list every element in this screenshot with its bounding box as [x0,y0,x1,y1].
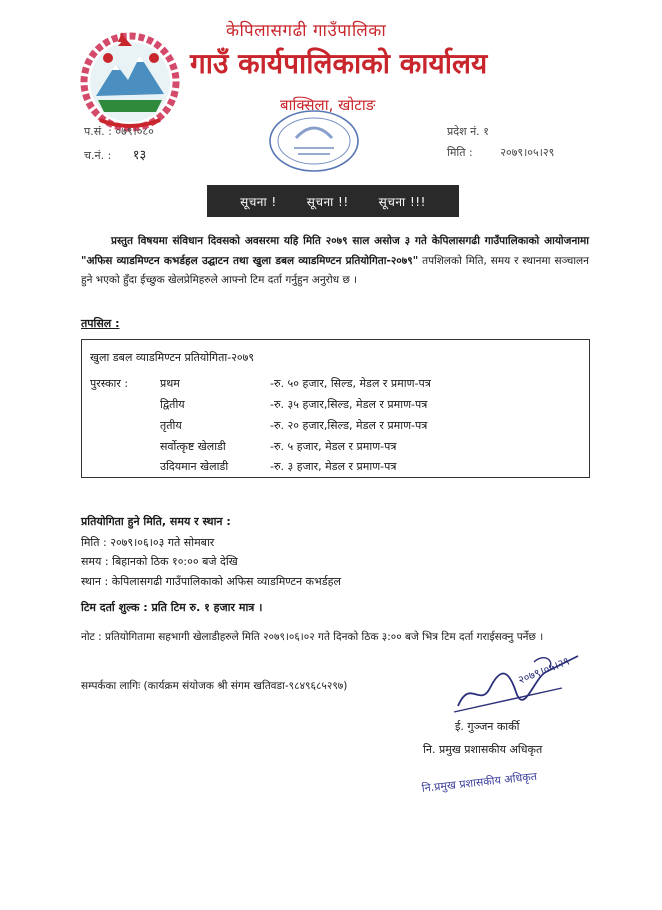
ps-number [84,124,154,139]
designation-stamp: नि.प्रमुख प्रशासकीय अधिकृत [421,769,538,795]
prize-label: पुरस्कार : [90,377,129,390]
prize-position: द्वितीय [160,398,185,411]
note: नोट : प्रतियोगितामा सहभागी खेलाडीहरुले मिति २०७९।०६।०२ गते दिनको ठिक ३:०० बजे भित्र टिम दर्ता गराईसक्नु पर्नेछ । [81,631,544,643]
municipality-name: केपिलासगढी गाउँपालिका [226,21,387,41]
prize-row [160,376,580,391]
banner-notice-2: सूचना !! [306,194,349,209]
province-number [447,124,489,139]
prize-row [160,459,580,474]
prize-position: तृतीय [160,419,182,432]
registration-fee: टिम दर्ता शुल्क : प्रति टिम रु. १ हजार मात्र । [81,601,263,614]
prize-amount: -रु. ५ हजार, मेडल र प्रमाण-पत्र [270,440,397,453]
competition-title: खुला डबल व्याडमिण्टन प्रतियोगिता-२०७९ [90,351,255,364]
prize-amount: -रु. ३५ हजार,सिल्ड, मेडल र प्रमाण-पत्र [270,398,428,411]
prize-position: प्रथम [160,377,180,390]
prize-row [160,418,580,433]
prize-row [160,439,580,454]
prize-position: उदियमान खेलाडी [160,460,229,473]
prize-amount: -रु. ५० हजार, सिल्ड, मेडल र प्रमाण-पत्र [270,377,431,390]
office-seal-stamp [266,108,362,174]
province-value: १ [483,125,489,138]
signer-title: नि. प्रमुख प्रशासकीय अधिकृत [423,743,543,756]
schedule-place: स्थान : केपिलासगढी गाउँपालिकाको अफिस व्याडमिण्टन कभर्डहल [81,575,341,588]
handwritten-signature [450,648,590,718]
cn-value: १३ [132,148,147,163]
notice-banner [207,185,459,217]
date-label: मिति : [447,146,473,159]
schedule-time: समय : बिहानको ठिक १०:०० बजे देखि [81,555,238,568]
intro-paragraph [81,232,589,291]
intro-highlight: प्रस्तुत विषयमा संविधान दिवसको अवसरमा यहि मिति २०७९ साल असोज ३ गते केपिलासगढी गाउँपालिकाको आयोजनामा "अफिस व्याडमिण्टन कभर्डहल उद्घाटन तथा खुला डबल व्याडमिण्टन प्रतियोगिता-२०७९" [81,235,589,267]
prize-amount: -रु. ३ हजार, मेडल र प्रमाण-पत्र [270,460,397,473]
intro-rest: तपशिलको मिति, समय र स्थानमा सञ्चालन हुने भएको हुँदा ईच्छुक खेलप्रेमिहरुले आफ्नो टिम दर्ता गर्नुहुन अनुरोध छ । [81,254,589,286]
signature-date: २०७९।०५।२९ [516,654,572,687]
banner-notice-3: सूचना !!! [378,194,426,209]
cn-label: च.नं. : [84,149,112,162]
ps-value: ०७९।०८० [115,125,154,138]
province-label: प्रदेश नं. [447,125,480,138]
signer-name: ई. गुञ्जन कार्की [455,720,520,733]
ps-label: प.सं. : [84,125,112,138]
issue-date [447,145,554,160]
office-title: गाउँ कार्यपालिकाको कार्यालय [190,47,488,80]
date-value: २०७९।०५।२९ [500,146,555,159]
prize-row [160,397,580,412]
banner-notice-1: सूचना ! [240,194,277,209]
details-heading: तपसिल : [81,317,120,330]
contact-info: सम्पर्कका लागिः (कार्यक्रम संयोजक श्री संगम खतिवडा-९८४९६८५२९७) [81,680,348,692]
cn-number [84,145,146,163]
nepal-emblem-logo [78,28,182,132]
prize-amount: -रु. २० हजार,सिल्ड, मेडल र प्रमाण-पत्र [270,419,428,432]
prize-position: सर्वोत्कृष्ट खेलाडी [160,440,226,453]
schedule-date: मिति : २०७९।०६।०३ गते सोमबार [81,536,215,549]
office-address: बाक्सिला, खोटाङ [280,96,376,114]
schedule-heading: प्रतियोगिता हुने मिति, समय र स्थान : [81,515,231,528]
